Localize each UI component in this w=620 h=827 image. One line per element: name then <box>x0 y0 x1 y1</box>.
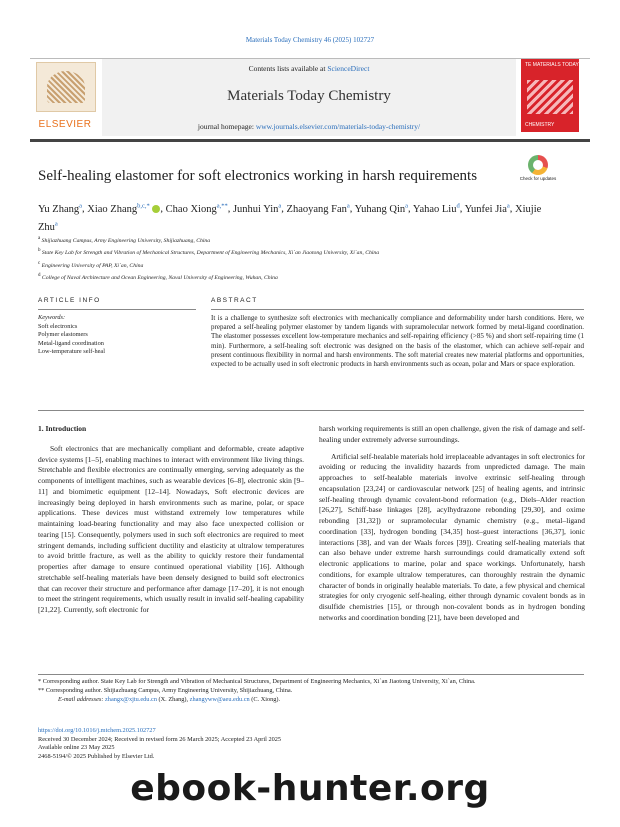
received-dates: Received 30 December 2024; Received in revised form 26 March 2025; Accepted 23 April 2025 <box>38 735 282 743</box>
header-rules <box>30 58 590 142</box>
footnote: * Corresponding author. State Key Lab for Strength and Vibration of Mechanical Structures, Department of Engineering Mechanics, Xi`an Jiaotong University, Xi`an, China. <box>38 678 476 685</box>
homepage-line: journal homepage: www.journals.elsevier.com/materials-today-chemistry/ <box>197 122 421 131</box>
affiliation: b State Key Lab for Strength and Vibration of Mechanical Structures, Department of Engineering Mechanics, Xi`an Jiaotong University, Xi`an, China <box>38 248 380 257</box>
journal-cover-image: TE MATERIALS TODAY CHEMISTRY <box>521 58 579 132</box>
body-column-left <box>38 424 304 622</box>
email-link[interactable]: zhangx@xjtu.edu.cn <box>105 695 157 703</box>
sciencedirect-link[interactable]: ScienceDirect <box>327 64 370 73</box>
keywords-block <box>38 314 198 357</box>
contents-line: Contents lists available at ScienceDirect <box>248 64 370 73</box>
article-info-heading: ARTICLE INFO <box>38 297 101 304</box>
online-date: Available online 23 May 2025 <box>38 744 115 752</box>
copyright: 2468-5194/© 2025 Published by Elsevier Ltd. <box>38 752 155 760</box>
body-column-right <box>319 424 585 630</box>
email-link[interactable]: zhangyww@aeu.edu.cn <box>189 695 250 703</box>
watermark: ebook-hunter.org <box>130 768 490 809</box>
divider <box>38 674 584 675</box>
abstract-heading: ABSTRACT <box>211 297 258 304</box>
article-title: Self-healing elastomer for soft electronics working in harsh requirements <box>38 168 478 184</box>
publication-info <box>38 727 584 761</box>
author[interactable]: Yuhang Qin$^a$ <box>354 202 409 215</box>
author[interactable]: Zhaoyang Fan$^a$ <box>286 202 350 215</box>
keyword: Soft electronics <box>38 322 78 330</box>
footnotes <box>38 678 584 704</box>
author[interactable]: Junhui Yin$^a$ <box>232 202 282 215</box>
affiliation: c Engineering University of PAP, Xi`an, China <box>38 260 144 269</box>
journal-title: Materials Today Chemistry <box>227 88 391 104</box>
keywords-label: Keywords: <box>38 314 66 321</box>
doi-link[interactable]: https://doi.org/10.1016/j.mtchem.2025.102727 <box>38 727 156 734</box>
paragraph: harsh working requirements is still an open challenge, given the risk of damage and self-healing under extremely adverse surroundings. <box>319 424 585 444</box>
author[interactable]: Yunfei Jia$^a$ <box>464 202 510 215</box>
publisher-name: ELSEVIER <box>38 119 92 130</box>
author[interactable]: Xiao Zhang$^{b,c,*}$ <box>87 204 160 215</box>
paragraph: Soft electronics that are mechanically compliant and deformable, create adaptive device systems [1–5], enabling machines to interact with environment like living things. Stretchable and flexible electronics are continually emerging, serving adequately as the components of intelligent machines, such as wearable devices [6–8], electronic skin [9–11] and biomimetic equipment [12–14]. Nowadays, Soft electronic devices are increasingly being deployed in harsh environments such as marine, polar, or space applications. These devices must withstand extremely low temperatures while maintaining load-bearing functionality and may also face unexpected collision or tearing [15]. Consequently, polymers used in such soft electronics are required to meet stringent demands, including sufficient ductility and elasticity at ultralow temperatures to avoid brittle fracture, as well as the ability to quickly restore their fundamental properties after damage to ensure continued operational viability [16]. Although stretchable self-healing materials have been densely designed to build soft electronics that can recover their structure and performance after damage [17–20], it is not enough to meet the stringent requirements, which usually result in invalid self-healing capability [21,22]. Currently, soft electronic for <box>38 443 304 614</box>
affiliation: a Shijiazhuang Campus, Army Engineering University, Shijiazhuang, China <box>38 236 211 244</box>
abstract-text: It is a challenge to synthesize soft electronics with mechanically compliance and deformability under harsh conditions. Here, we prepared a self-healing polymer elastomer by tandem ligands with supramolecular network formed by metal-ligand coordination. The elastomer possesses excellent low-temperature mechanics and self-repairing efficiency (>85 %) and short self-repairing time (1 min). Furthermore, a self-healing soft electronic was designed on the basis of the elastomer, which can achieve self-repair and present continuous flexibility in normal and harsh environments. The soft material creates new material platforms and opportunities, expected to be actually used in soft electronic products in harsh environments such as ocean, polar and Mars or space exploration. <box>211 314 584 369</box>
keyword: Polymer elastomers <box>38 331 88 339</box>
footnote: ** Corresponding author. Shijiazhuang Campus, Army Engineering University, Shijiazhuang, China. <box>38 686 293 694</box>
section-heading: 1. Introduction <box>38 424 87 433</box>
orcid-icon[interactable] <box>152 205 160 213</box>
homepage-link[interactable]: www.journals.elsevier.com/materials-today-chemistry/ <box>255 122 421 131</box>
email-line: E-mail addresses: zhangx@xjtu.edu.cn (X. Zhang), zhangyww@aeu.edu.cn (C. Xiong). <box>58 695 281 703</box>
journal-reference[interactable]: Materials Today Chemistry 46 (2025) 102727 <box>245 36 375 44</box>
affiliation: d College of Naval Architecture and Ocean Engineering, Naval University of Engineering, Wuhan, China <box>38 273 278 282</box>
author-list: Yu Zhang$^a$, Xiao Zhang$^{b,c,*}$ , Chao Xiong$^{a,**}$, Junhui Yin$^a$, Zhaoyang Fan$^a$, Yuhang Qin$^a$, Yahao Liu$^d$, Yunfei Jia$^a$, Xiujie Zhu$^a$ <box>38 202 542 233</box>
divider <box>211 309 584 310</box>
divider <box>38 410 584 411</box>
check-updates-icon <box>528 155 548 175</box>
affiliations <box>38 234 578 284</box>
paragraph: Artificial self-healable materials hold irreplaceable advantages in soft electronics for avoiding or reducing the invalidity hazards from unpredicted damage. The main approaches to self-healable materials involve extrinsic self-healing through encapsulation [23,24] or cardiovascular network [25] of healing agents, and intrinsic self-healing through dynamic covalent-bond reformation (e.g., Diels–Alder reaction [26,27], Schiff-base linkages [28], acylhydrazone rebonding [29,30], and oxime rebonding [31,32]) or supramolecular dynamic chemistry (e.g., metal–ligand coordination [33], hydrogen bonding [34,35] host–guest interactions [36,37], ionic interactions [38], and van der Waals forces [39]). Creating self-healing materials that can also behave under extreme harsh surroundings could dramatically extend soft electronic applications to marine, polar and space workings. Unfortunately, harsh conditions, for example ultralow temperatures, can thoroughly restrain the dynamic character of bonds in originally healable materials. To date, a few physical and chemical strategies for only cryogenic self-healing, either through dynamic covalent bonds as in disulfide chemistries [15], or through non-covalent bonds as in hydrogen bonding networks and coordination bonding [21], have been developed and <box>319 451 585 622</box>
author[interactable]: Yu Zhang$^a$ <box>38 202 83 215</box>
keyword: Low-temperature self-heal <box>38 348 105 356</box>
author[interactable]: Chao Xiong$^{a,**}$ <box>165 202 228 215</box>
author[interactable]: Yahao Liu$^d$ <box>412 202 460 215</box>
keyword: Metal-ligand coordination <box>38 339 104 347</box>
author[interactable]: Xiujie Zhu$^a$ <box>38 203 542 233</box>
divider <box>38 309 196 310</box>
check-for-updates-button[interactable]: Check for updates <box>518 155 558 185</box>
